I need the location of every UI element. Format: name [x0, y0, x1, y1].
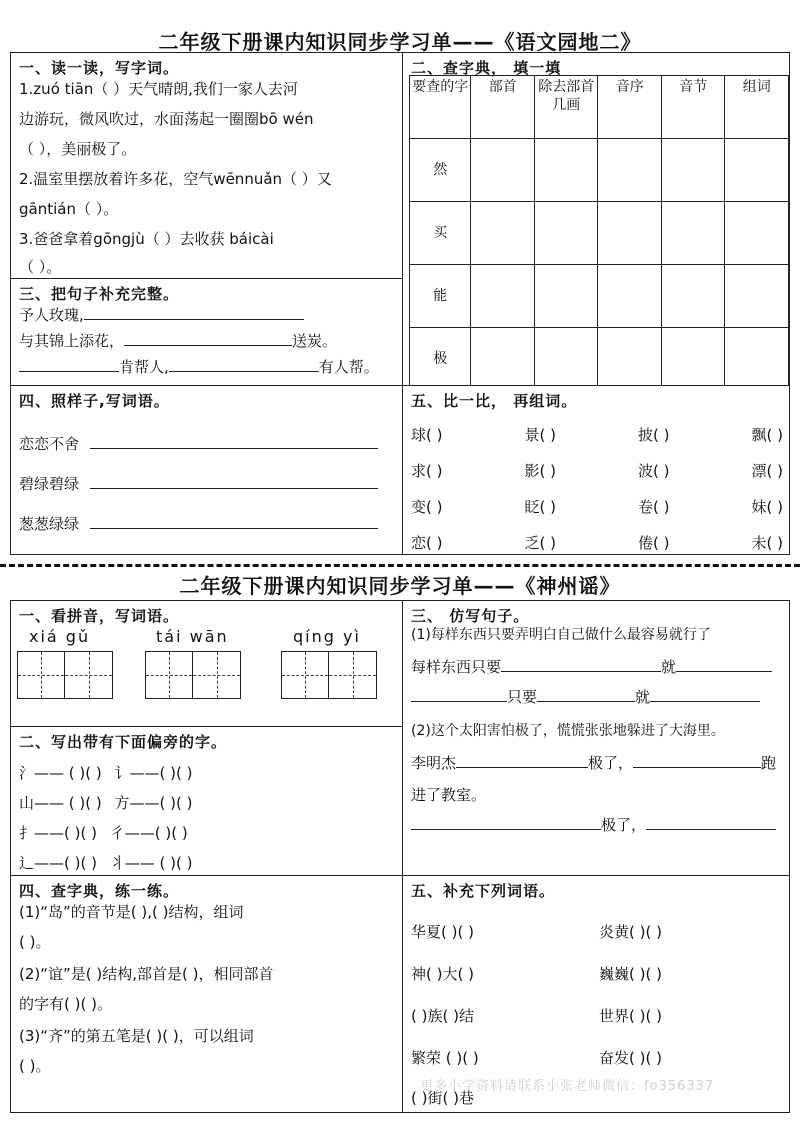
compare-item: 景( )	[524, 426, 556, 444]
table-row	[410, 265, 789, 328]
sentence-text: 送炭。	[292, 332, 338, 350]
imitate-line	[411, 815, 783, 835]
table-header-row	[410, 76, 789, 139]
char: 卷	[638, 498, 654, 516]
answer-blank[interactable]	[646, 815, 776, 830]
writing-grid-cell[interactable]	[281, 651, 329, 699]
char-cell: 极	[410, 328, 471, 387]
column-header: 音序	[598, 76, 662, 139]
answer-cell[interactable]	[471, 328, 535, 387]
word-item: 华夏( )( )	[411, 923, 474, 941]
char: 波	[638, 462, 654, 480]
word-item: 世界( )( )	[599, 1007, 662, 1025]
column-header: 部首	[471, 76, 535, 139]
writing-grid-cell[interactable]	[17, 651, 65, 699]
char: 景	[524, 426, 540, 444]
compare-item: 飘( )	[751, 426, 783, 444]
char-cell: 买	[410, 202, 471, 265]
answer-cell[interactable]	[725, 265, 789, 328]
answer-cell[interactable]	[534, 265, 598, 328]
text-line: 2.温室里摆放着许多花，空气wēnnuǎn（ ）又	[19, 170, 332, 188]
radical: 扌——	[19, 824, 65, 842]
example-word: 葱葱绿绿	[19, 515, 80, 533]
radical: 辶——	[19, 854, 65, 872]
char-cell: 然	[410, 139, 471, 202]
sheet2-dictionary-practice-section	[10, 875, 403, 1113]
question-line: (2)“谊”是( )结构,部首是( )，相同部首	[19, 965, 274, 983]
cut-line-divider	[0, 564, 800, 567]
compare-item: 未( )	[751, 534, 783, 552]
example-word: 碧绿碧绿	[19, 475, 80, 493]
answer-cell[interactable]	[661, 265, 725, 328]
compare-row	[411, 424, 783, 445]
sentence-text: 跑	[761, 754, 777, 772]
section-heading: 四、照样子,写词语。	[19, 392, 170, 410]
sentence-line-1	[19, 305, 396, 325]
answer-blank[interactable]	[537, 687, 635, 702]
radical: 讠——	[114, 764, 160, 782]
char: 未	[751, 534, 767, 552]
compare-item: 影( )	[524, 462, 556, 480]
answer-blank[interactable]	[19, 357, 119, 372]
sheet2-imitate-sentence-section	[402, 600, 790, 876]
answer-blank[interactable]	[633, 753, 761, 768]
imitate-line	[411, 657, 783, 677]
column-header: 组词	[725, 76, 789, 139]
writing-grid-cell[interactable]	[329, 651, 377, 699]
compare-item: 乏( )	[524, 534, 556, 552]
sentence-text: 与其锦上添花，	[19, 332, 125, 350]
char: 披	[638, 426, 654, 444]
answer-blank[interactable]	[84, 305, 304, 320]
compare-item: 球( )	[411, 426, 443, 444]
answer-cell[interactable]	[661, 139, 725, 202]
sentence-text: 就	[635, 688, 651, 706]
sentence-text: 只要	[507, 688, 538, 706]
answer-cell[interactable]	[661, 202, 725, 265]
compare-item: 倦( )	[638, 534, 670, 552]
sentence-text: 肯帮人,	[119, 358, 169, 376]
compare-item: 披( )	[638, 426, 670, 444]
compare-row	[411, 532, 783, 553]
radical-row: 辶——( )( ) 丬—— ( )( )	[19, 854, 193, 872]
answer-blank[interactable]	[411, 687, 507, 702]
word-item: 巍巍( )( )	[599, 965, 662, 983]
section-heading: 一、读一读，写字词。	[19, 59, 180, 77]
writing-grid-pair	[281, 651, 377, 699]
compare-item: 眨( )	[524, 498, 556, 516]
table-row	[410, 139, 789, 202]
text-line: （ ）。	[19, 258, 62, 276]
char: 眨	[524, 498, 540, 516]
compare-item: 变( )	[411, 498, 443, 516]
question-line: ( )。	[19, 933, 51, 951]
question-line: (3)“齐”的第五笔是( )( )，可以组词	[19, 1027, 254, 1045]
compare-row	[411, 460, 783, 481]
radical-row: 山—— ( )( ) 方——( )( )	[19, 794, 193, 812]
sentence-text: 有人帮。	[318, 358, 379, 376]
answer-cell[interactable]	[471, 139, 535, 202]
answer-cell[interactable]	[534, 328, 598, 387]
answer-cell[interactable]	[598, 265, 662, 328]
text-line: 3.爸爸拿着gōngjù（ ）去收获 báicài	[19, 230, 274, 248]
radical-row: 扌——( )( ) 彳——( )( )	[19, 824, 188, 842]
answer-cell[interactable]	[471, 265, 535, 328]
pinyin-label: qíng yì	[293, 627, 361, 646]
radical-row: 氵—— ( )( ) 讠——( )( )	[19, 764, 193, 782]
answer-blank[interactable]	[456, 753, 588, 768]
char: 妹	[751, 498, 767, 516]
word-item: ( )街( )巷	[411, 1089, 474, 1107]
imitate-line	[411, 687, 783, 707]
answer-cell[interactable]	[725, 202, 789, 265]
sentence-line-3	[19, 357, 396, 377]
answer-blank[interactable]	[169, 357, 319, 372]
pattern-line	[19, 434, 396, 454]
answer-blank[interactable]	[90, 514, 378, 529]
section-heading: 五、比一比， 再组词。	[411, 392, 578, 410]
sheet1-compare-section	[402, 385, 790, 555]
section-heading: 三、 仿写句子。	[411, 607, 530, 625]
char: 恋	[411, 534, 427, 552]
text-line: 边游玩，微风吹过，水面荡起一圈圈bō wén	[19, 110, 314, 128]
section-heading: 二、写出带有下面偏旁的字。	[19, 733, 228, 751]
char: 球	[411, 426, 427, 444]
table-row	[410, 202, 789, 265]
answer-blank[interactable]	[90, 474, 378, 489]
table-row	[410, 328, 789, 387]
compare-item: 妹( )	[751, 498, 783, 516]
compare-item: 波( )	[638, 462, 670, 480]
text-line: gāntián（ ）。	[19, 200, 119, 218]
sheet2-title: 二年级下册课内知识同步学习单——《神州谣》	[179, 574, 621, 598]
column-header: 音节	[661, 76, 725, 139]
compare-item: 卷( )	[638, 498, 670, 516]
writing-grid-cell[interactable]	[65, 651, 113, 699]
section-heading: 四、查字典，练一练。	[19, 882, 180, 900]
sentence-text: 就	[661, 658, 677, 676]
answer-cell[interactable]	[471, 202, 535, 265]
sheet2-pinyin-section	[10, 600, 403, 727]
sentence-line-2	[19, 331, 396, 351]
answer-blank[interactable]	[90, 434, 378, 449]
sheet1-complete-sentence-section	[10, 278, 403, 386]
word-item: ( )族( )结	[411, 1007, 474, 1025]
sheet1-title: 二年级下册课内知识同步学习单——《语文园地二》	[158, 30, 642, 54]
compare-item: 漂( )	[751, 462, 783, 480]
char: 变	[411, 498, 427, 516]
pinyin-label: tái wān	[156, 627, 229, 646]
text-line: （ ），美丽极了。	[19, 140, 137, 158]
word-item: 繁荣 ( )( )	[411, 1049, 479, 1067]
answer-cell[interactable]	[725, 139, 789, 202]
answer-blank[interactable]	[650, 687, 760, 702]
writing-grid-cell[interactable]	[193, 651, 241, 699]
word-item: 神( )大( )	[411, 965, 474, 983]
answer-cell[interactable]	[598, 328, 662, 387]
answer-blank[interactable]	[124, 331, 292, 346]
example-sentence: (1)每样东西只要弄明白自己做什么最容易就行了	[411, 627, 711, 643]
char: 影	[524, 462, 540, 480]
answer-blank[interactable]	[501, 657, 661, 672]
imitate-line	[411, 753, 783, 773]
radical: 丬——	[109, 854, 155, 872]
answer-cell[interactable]	[598, 139, 662, 202]
section-heading: 二、查字典， 填一填	[411, 59, 562, 77]
answer-cell[interactable]	[534, 139, 598, 202]
section-heading: 三、把句子补充完整。	[19, 285, 180, 303]
sheet2-radical-section	[10, 726, 403, 876]
char: 漂	[751, 462, 767, 480]
column-header: 除去部首几画	[534, 76, 598, 139]
section-heading: 一、看拼音，写词语。	[19, 607, 180, 625]
sentence-text: 李明杰	[411, 754, 457, 772]
section-heading: 五、补充下列词语。	[411, 882, 556, 900]
radical: 氵——	[19, 764, 65, 782]
sheet1-dictionary-section	[402, 52, 790, 386]
answer-cell[interactable]	[598, 202, 662, 265]
writing-grid-cell[interactable]	[145, 651, 193, 699]
char: 倦	[638, 534, 654, 552]
compare-item: 求( )	[411, 462, 443, 480]
answer-blank[interactable]	[676, 657, 772, 672]
question-line: 的字有( )( )。	[19, 995, 112, 1013]
sentence-text: 每样东西只要	[411, 658, 502, 676]
sheet1-word-pattern-section	[10, 385, 403, 555]
char-cell: 能	[410, 265, 471, 328]
word-item: 奋发( )( )	[599, 1049, 662, 1067]
question-line: (1)“岛”的音节是( ),( )结构，组词	[19, 903, 244, 921]
pattern-line	[19, 514, 396, 534]
compare-item: 恋( )	[411, 534, 443, 552]
sheet1-read-write-section	[10, 52, 403, 279]
sentence-text: 予人玫瑰,	[19, 306, 84, 324]
answer-blank[interactable]	[411, 815, 601, 830]
pinyin-label: xiá gǔ	[29, 627, 91, 646]
column-header: 要查的字	[410, 76, 471, 139]
compare-row	[411, 496, 783, 517]
watermark-text: 更多小学资料请联系小张老师微信：fo356337	[420, 1079, 715, 1094]
text-line: 1.zuó tiān（ ）天气晴朗,我们一家人去河	[19, 80, 298, 98]
sentence-text: 极了，	[588, 754, 634, 772]
dictionary-table	[409, 75, 789, 386]
radical: 方——	[114, 794, 160, 812]
example-word: 恋恋不舍	[19, 435, 80, 453]
answer-cell[interactable]	[534, 202, 598, 265]
answer-cell[interactable]	[725, 328, 789, 387]
answer-cell[interactable]	[661, 328, 725, 387]
char: 乏	[524, 534, 540, 552]
pattern-line	[19, 474, 396, 494]
word-item: 炎黄( )( )	[599, 923, 662, 941]
imitate-line: 进了教室。	[411, 786, 487, 804]
sentence-text: 极了，	[601, 816, 647, 834]
example-sentence: (2)这个太阳害怕极了，慌慌张张地躲进了大海里。	[411, 723, 725, 739]
writing-grid-pair	[17, 651, 113, 699]
radical: 彳——	[109, 824, 155, 842]
char: 飘	[751, 426, 767, 444]
char: 求	[411, 462, 427, 480]
question-line: ( )。	[19, 1057, 51, 1075]
writing-grid-pair	[145, 651, 241, 699]
radical: 山——	[19, 794, 65, 812]
